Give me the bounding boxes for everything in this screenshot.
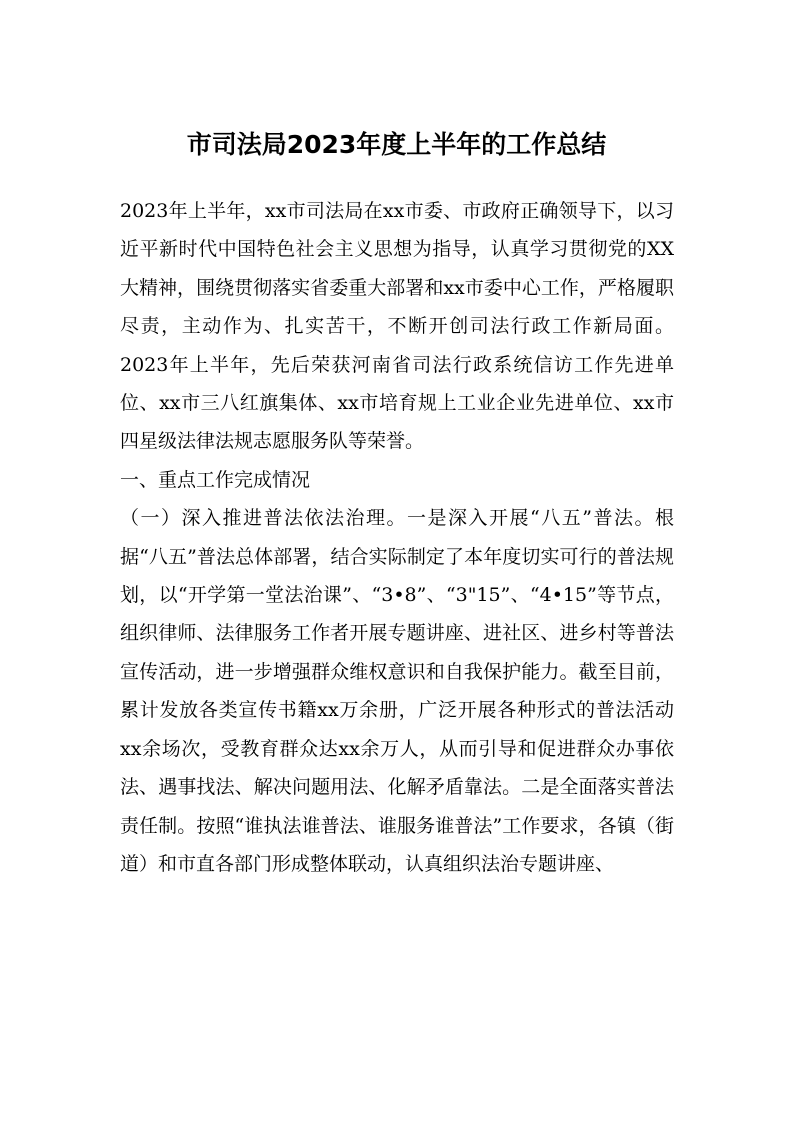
document-body: [120, 192, 674, 883]
section-paragraph: （一）深入推进普法依法治理。一是深入开展“八五”普法。根据“八五”普法总体部署，结合实际制定了本年度切实可行的普法规划，以“开学第一堂法治课”、“3•8”、“3"15”、“4•15”等节点，组织律师、法律服务工作者开展专题讲座、进社区、进乡村等普法宣传活动，进一步增强群众维权意识和自我保护能力。截至目前，累计发放各类宣传书籍xx万余册，广泛开展各种形式的普法活动xx余场次，受教育群众达xx余万人，从而引导和促进群众办事依法、遇事找法、解决问题用法、化解矛盾靠法。二是全面落实普法责任制。按照“谁执法谁普法、谁服务谁普法”工作要求，各镇（街道）和市直各部门形成整体联动，认真组织法治专题讲座、: [120, 507, 674, 875]
section-heading: 一、重点工作完成情况: [120, 468, 311, 491]
document-title: 市司法局2023年度上半年的工作总结: [186, 130, 607, 159]
intro-paragraph: 2023年上半年，xx市司法局在xx市委、市政府正确领导下，以习近平新时代中国特色社会主义思想为指导，认真学习贯彻党的XX大精神，围绕贯彻落实省委重大部署和xx市委中心工作，严格履职尽责，主动作为、扎实苦干，不断开创司法行政工作新局面。2023年上半年，先后荣获河南省司法行政系统信访工作先进单位、xx市三八红旗集体、xx市培育规上工业企业先进单位、xx市四星级法律法规志愿服务队等荣誉。: [120, 200, 674, 453]
